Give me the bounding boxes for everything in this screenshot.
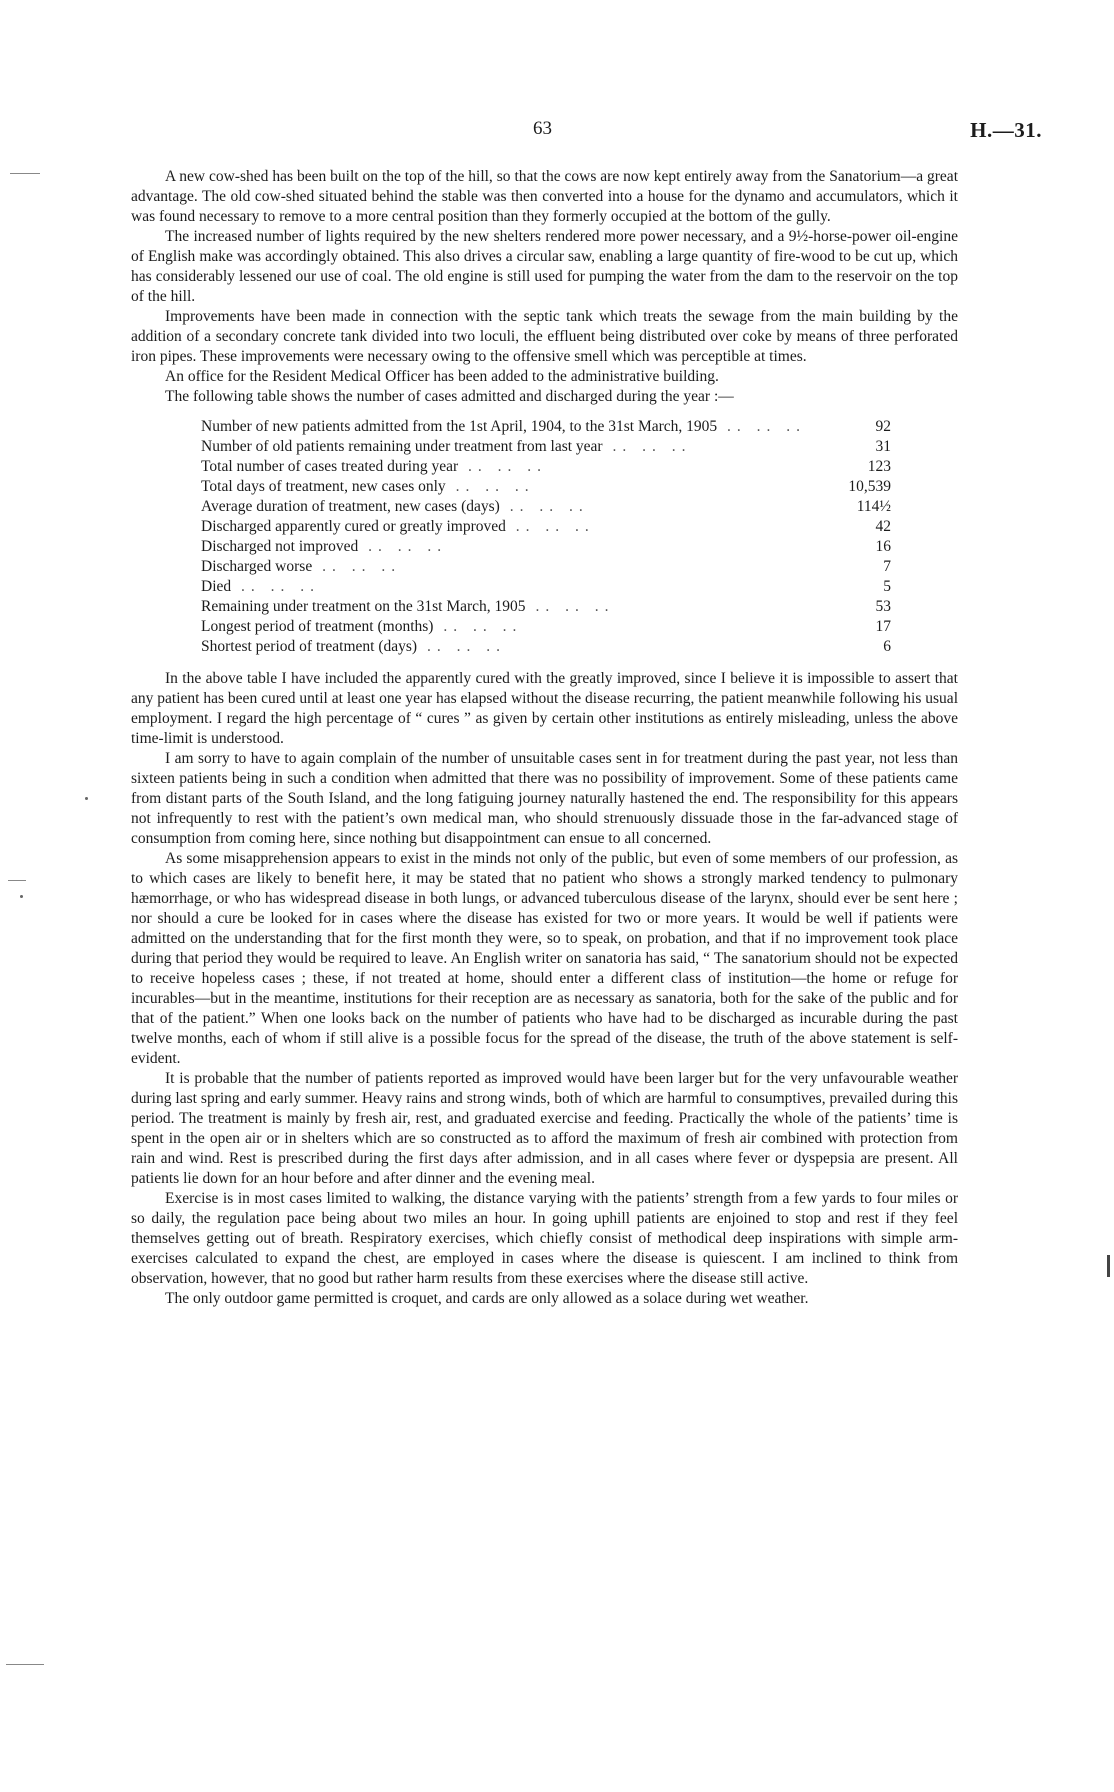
row-value: 7 xyxy=(883,558,891,575)
scan-mark xyxy=(6,1664,44,1665)
row-label-text: Discharged not improved xyxy=(201,538,359,555)
row-value: 123 xyxy=(867,458,891,475)
leader-dots: .. .. .. xyxy=(458,458,548,475)
table-row xyxy=(201,477,891,497)
paragraph: An office for the Resident Medical Officer has been added to the administrative building. xyxy=(165,368,719,385)
row-label xyxy=(201,417,811,437)
table-row xyxy=(201,497,891,517)
row-label-text: Total days of treatment, new cases only xyxy=(201,478,446,495)
row-label xyxy=(201,617,811,637)
leader-dots: .. .. .. xyxy=(231,578,321,595)
row-label xyxy=(201,517,811,537)
paragraph: The increased number of lights required by the new shelters rendered more power necessary, and a 9½-horse-power oil-engine of English make was accordingly obtained. This also drives a circular saw, enabling a large quantity of fire-wood to be cut up, which has considerably lessened our use of coal. The old engine is still used for pumping the water from the dam to the reservoir on the top of the hill. xyxy=(131,228,958,305)
scan-mark xyxy=(10,173,40,174)
table-row xyxy=(201,637,891,657)
table-row xyxy=(201,537,891,557)
row-label xyxy=(201,537,811,557)
leader-dots: .. .. .. xyxy=(358,538,448,555)
paragraph: Improvements have been made in connection with the septic tank which treats the sewage from the main building by the addition of a secondary concrete tank divided into two loculi, the effluent being distributed over coke by means of three perforated iron pipes. These improvements were necessary owing to the offensive smell which was perceptible at times. xyxy=(131,308,958,365)
paragraph: The only outdoor game permitted is croquet, and cards are only allowed as a solace during wet weather. xyxy=(165,1290,809,1307)
table-row xyxy=(201,577,891,597)
row-label xyxy=(201,477,811,497)
row-value: 5 xyxy=(883,578,891,595)
leader-dots: .. .. .. xyxy=(525,598,615,615)
row-value: 92 xyxy=(875,418,891,435)
row-label-text: Average duration of treatment, new cases (days) xyxy=(201,498,500,515)
leader-dots: .. .. .. xyxy=(312,558,402,575)
page-reference: H.—31. xyxy=(970,118,1042,142)
row-label xyxy=(201,497,811,517)
paragraph: I am sorry to have to again complain of the number of unsuitable cases sent in for treatment during the past year, not less than sixteen patients being in such a condition when admitted that there was no possibility of improvement. Some of these patients came from distant parts of the South Island, and the long fatiguing journey naturally hastened the end. The responsibility for this appears not infrequently to rest with the patient’s own medical man, who should strenuously dissuade those in the far-advanced stage of consumption from coming here, since nothing but disappointment can ensue to all concerned. xyxy=(131,750,958,847)
row-value: 16 xyxy=(875,538,891,555)
leader-dots: .. .. .. xyxy=(499,498,589,515)
scan-dot xyxy=(20,895,23,898)
table-row xyxy=(201,557,891,577)
row-label xyxy=(201,557,811,577)
row-value: 17 xyxy=(875,618,891,635)
leader-dots: .. .. .. xyxy=(433,618,523,635)
document-body xyxy=(131,167,958,1309)
row-label xyxy=(201,437,811,457)
row-label xyxy=(201,457,811,477)
row-value: 42 xyxy=(875,518,891,535)
leader-dots: .. .. .. xyxy=(717,418,807,435)
paragraph: Exercise is in most cases limited to walking, the distance varying with the patients’ strength from a few yards to four miles or so daily, the regulation pace being about two miles an hour. In going uphill patients are enjoined to stop and rest if they feel themselves getting out of breath. Respiratory exercises, which chiefly consist of methodical deep inspirations with simple arm-exercises calculated to expand the chest, are employed in cases where the disease is quiescent. I am inclined to think from observation, however, that no good but rather harm results from these exercises where the disease still active. xyxy=(131,1190,958,1287)
page-number: 63 xyxy=(533,118,552,139)
table-row xyxy=(201,517,891,537)
scan-dot xyxy=(85,797,88,800)
leader-dots: .. .. .. xyxy=(417,638,506,655)
row-value: 31 xyxy=(875,438,891,455)
table-row xyxy=(201,457,891,477)
row-label xyxy=(201,577,811,597)
row-label-text: Total number of cases treated during year xyxy=(201,458,459,475)
paragraph: In the above table I have included the apparently cured with the greatly improved, since I believe it is impossible to assert that any patient has been cured until at least one year has elapsed without the disease recurring, the patient meanwhile following his usual employment. I regard the high percentage of “ cures ” as given by certain other institutions as entirely misleading, unless the above time-limit is understood. xyxy=(131,670,958,747)
table-row xyxy=(201,617,891,637)
row-label-text: Shortest period of treatment (days) xyxy=(201,638,418,655)
row-label-text: Number of new patients admitted from the 1st April, 1904, to the 31st March, 1905 xyxy=(201,418,718,435)
row-label-text: Longest period of treatment (months) xyxy=(201,618,434,635)
row-value: 10,539 xyxy=(848,478,891,495)
row-label xyxy=(201,597,811,617)
row-label-text: Discharged worse xyxy=(201,558,313,575)
paragraph: As some misapprehension appears to exist in the minds not only of the public, but even of some members of our profession, as to which cases are likely to benefit here, it may be stated that no patient who shows a strongly marked tendency to pulmonary hæmorrhage, or who has widespread disease in both lungs, or advanced tuberculous disease of the larynx, should ever be sent here ; nor should a cure be looked for in cases where the disease has existed for two or more years. It would be well if patients were admitted on the understanding that for the first month they were, so to speak, on probation, and that if no improvement took place during that period they would be required to leave. An English writer on sanatoria has said, “ The sanatorium should not be expected to receive hopeless cases ; these, if not treated at home, should enter a different class of institution—the home or refuge for incurables—but in the meantime, institutions for their reception are as necessary as sanatoria, both for the sake of the public and for that of the patient.” When one looks back on the number of patients who have had to be discharged as incurable during the past twelve months, each of whom if still alive is a possible focus for the spread of the disease, the truth of the above statement is self-evident. xyxy=(131,850,958,1067)
row-label xyxy=(201,637,811,657)
scan-mark xyxy=(8,880,26,881)
paragraph: A new cow-shed has been built on the top of the hill, so that the cows are now kept entirely away from the Sanatorium—a great advantage. The old cow-shed situated behind the stable was then converted into a house for the dynamo and accumulators, which it was found necessary to remove to a more central position than they formerly occupied at the bottom of the gully. xyxy=(131,168,958,225)
page-header xyxy=(0,118,1114,148)
table-row xyxy=(201,597,891,617)
row-label-text: Number of old patients remaining under treatment from last year xyxy=(201,438,603,455)
row-value: 114½ xyxy=(856,498,891,515)
leader-dots: .. .. .. xyxy=(445,478,535,495)
leader-dots: .. .. .. xyxy=(505,518,595,535)
table-row xyxy=(201,417,891,437)
paragraph: It is probable that the number of patients reported as improved would have been larger but for the very unfavourable weather during last spring and early summer. Heavy rains and strong winds, both of which are harmful to consumptives, prevailed during this period. The treatment is mainly by fresh air, rest, and graduated exercise and feeding. Practically the whole of the patients’ time is spent in the open air or in shelters which are so constructed as to afford the maximum of fresh air combined with protection from rain and wind. Rest is prescribed during the first days after admission, and in all cases where fever or dyspepsia are present. All patients lie down for an hour before and after dinner and the evening meal. xyxy=(131,1070,958,1187)
row-label-text: Discharged apparently cured or greatly improved xyxy=(201,518,506,535)
table-row xyxy=(201,437,891,457)
row-label-text: Remaining under treatment on the 31st March, 1905 xyxy=(201,598,526,615)
row-label-text: Died xyxy=(201,578,232,595)
margin-mark xyxy=(1107,1255,1110,1277)
row-value: 6 xyxy=(883,638,891,655)
admissions-table xyxy=(201,417,891,657)
row-value: 53 xyxy=(875,598,891,615)
leader-dots: .. .. .. xyxy=(602,438,692,455)
paragraph: The following table shows the number of cases admitted and discharged during the year :— xyxy=(165,388,734,405)
